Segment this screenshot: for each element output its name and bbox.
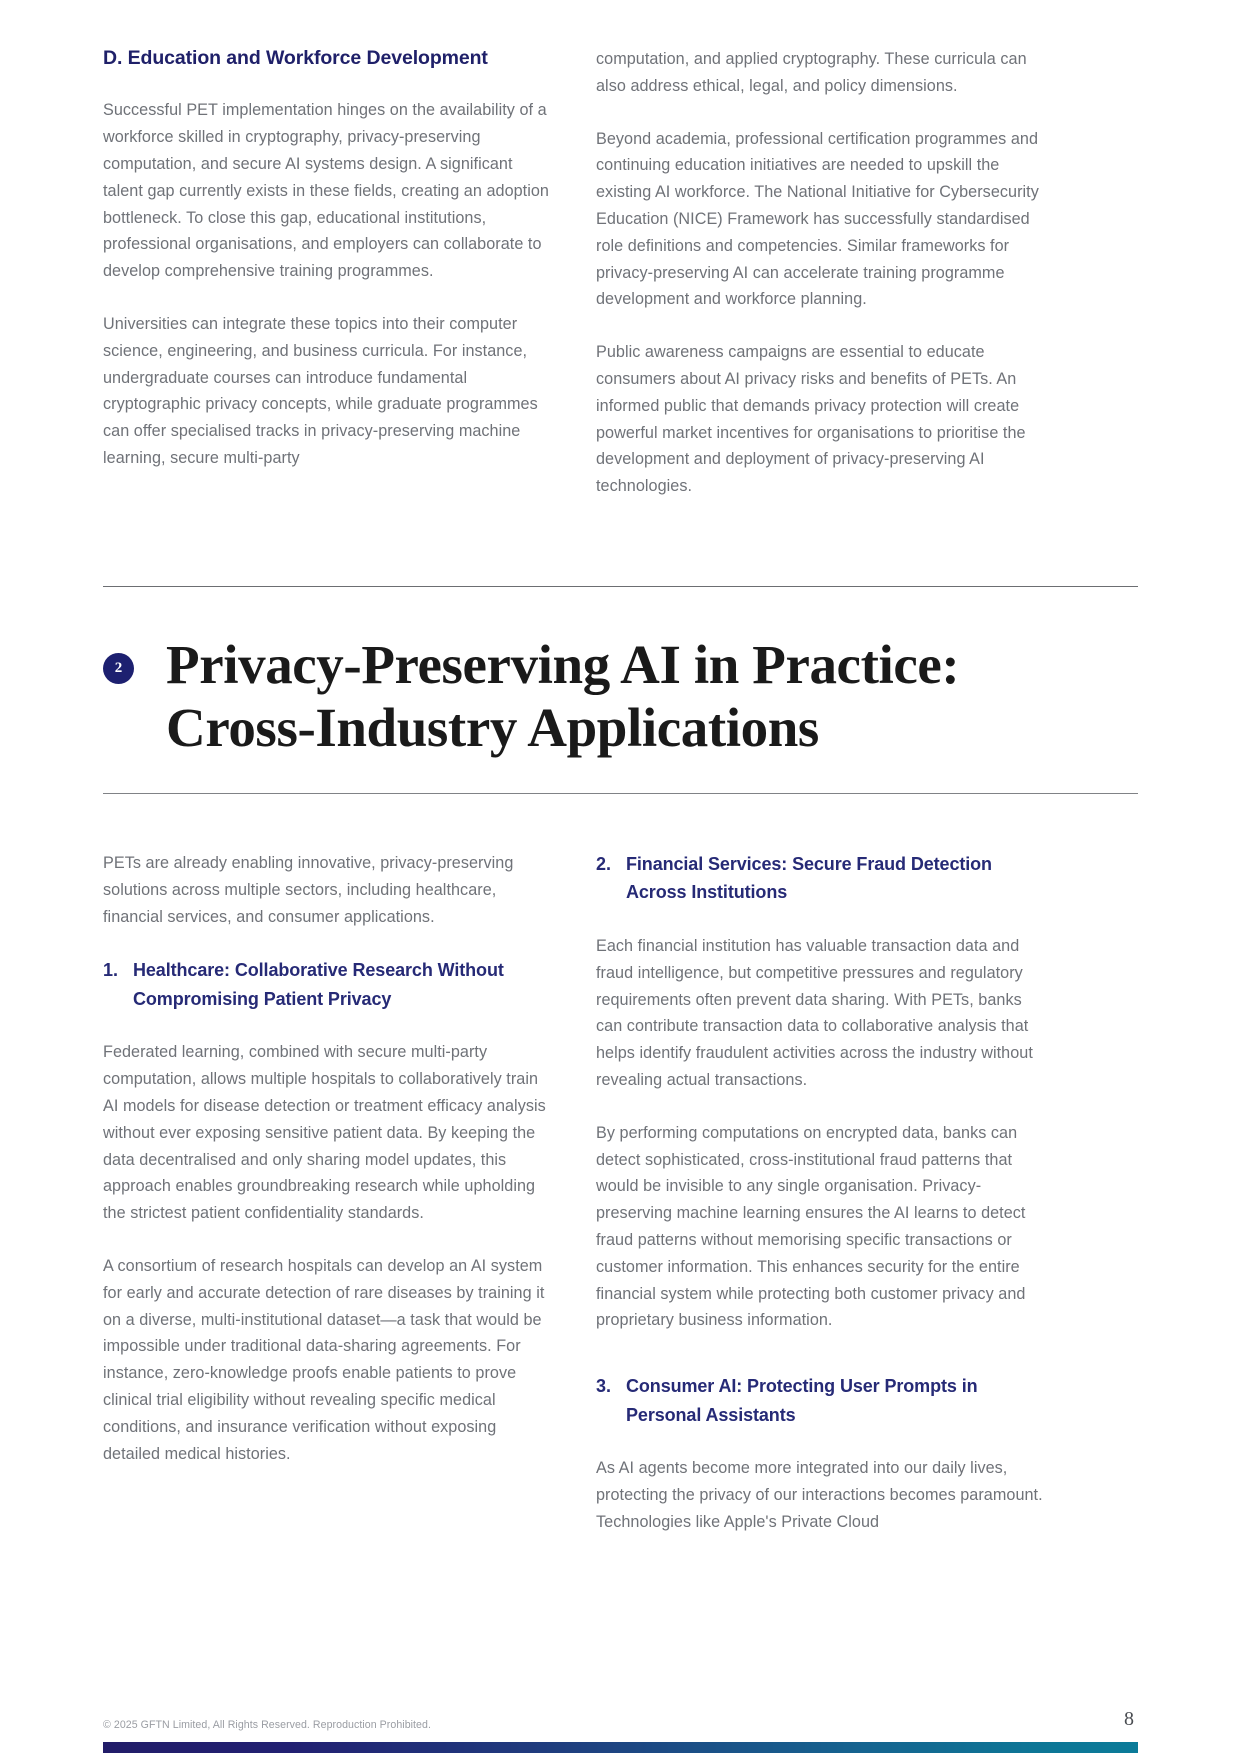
paragraph: computation, and applied cryptography. These curricula can also address ethical, legal, and policy dimensions. (596, 50, 1027, 95)
top-columns (103, 0, 1138, 500)
paragraph: As AI agents become more integrated into our daily lives, protecting the privacy of our interactions becomes paramount. Technologies like Apple's Private Cloud (596, 1459, 1043, 1531)
paragraph: A consortium of research hospitals can develop an AI system for early and accurate detection of rare diseases by training it on a diverse, multi-institutional dataset—a task that would be impossible under traditional data-sharing agreements. For instance, zero-knowledge proofs enable patients to prove clinical trial eligibility without revealing specific medical conditions, and insurance verification without exposing detailed medical histories. (103, 1256, 545, 1463)
section-columns (103, 794, 1138, 1536)
subsection-heading-education: D. Education and Workforce Development (103, 47, 488, 69)
paragraph: Each financial institution has valuable transaction data and fraud intelligence, but competitive pressures and regulatory requirements often prevent data sharing. With PETs, banks can contribute transaction data to collaborative analysis that helps identify fraudulent activities across the industry without revealing actual transactions. (596, 936, 1033, 1089)
section-title: Privacy-Preserving AI in Practice: Cross-Industry Applications (166, 633, 960, 758)
paragraph: Successful PET implementation hinges on the availability of a workforce skilled in cryptography, privacy-preserving computation, and secure AI systems design. A significant talent gap currently exists in these fields, creating an adoption bottleneck. To close this gap, educational institutions, professional organisations, and employers can collaborate to develop comprehensive training programmes. (103, 101, 549, 281)
subsection-number: 1. (103, 960, 119, 981)
paragraph: PETs are already enabling innovative, privacy-preserving solutions across multiple sectors, including healthcare, financial services, and consumer applications. (103, 853, 514, 926)
paragraph: By performing computations on encrypted data, banks can detect sophisticated, cross-institutional fraud patterns that would be invisible to any single organisation. Privacy-preserving machine learning ensures the AI learns to detect fraud patterns without memorising specific transactions or customer information. This enhances security for the entire financial system while protecting both customer privacy and proprietary business information. (596, 1123, 1026, 1330)
paragraph: Federated learning, combined with secure multi-party computation, allows multiple hospitals to collaboratively train AI models for disease detection or treatment efficacy analysis without ever exposing sensitive patient data. By keeping the data decentralised and only sharing model updates, this approach enables groundbreaking research while upholding the strictest patient confidentiality standards. (103, 1043, 546, 1223)
paragraph: Universities can integrate these topics into their computer science, engineering, and business curricula. For instance, undergraduate courses can introduce fundamental cryptographic privacy concepts, while graduate programmes can offer specialised tracks in privacy-preserving machine learning, secure multi-party (103, 314, 538, 467)
top-left-column (103, 46, 552, 472)
subsection-number: 3. (596, 1376, 612, 1397)
section-2-block (103, 586, 1138, 1536)
subsection-heading-financial-services (596, 850, 1045, 907)
subsection-title: Consumer AI: Protecting User Prompts in Personal Assistants (626, 1376, 978, 1425)
page-content (103, 0, 1138, 1536)
copyright-text: © 2025 GFTN Limited, All Rights Reserved. Reproduction Prohibited. (103, 1719, 431, 1731)
paragraph: Beyond academia, professional certification programmes and continuing education initiatives are needed to upskill the existing AI workforce. The National Initiative for Cybersecurity Education (NICE) Framework has successfully standardised role definitions and competencies. Similar frameworks for privacy-preserving AI can accelerate training programme development and workforce planning. (596, 129, 1039, 309)
subsection-number: 2. (596, 853, 612, 874)
section-number-badge: 2 (103, 653, 134, 684)
section-title-row (103, 587, 1138, 793)
section-right-column (596, 850, 1045, 1536)
subsection-heading-consumer-ai (596, 1372, 1045, 1429)
subsection-title: Financial Services: Secure Fraud Detection Across Institutions (626, 853, 992, 903)
paragraph: Public awareness campaigns are essential to educate consumers about AI privacy risks and benefits of PETs. An informed public that demands privacy protection will create powerful market incentives for organisations to prioritise the development and deployment of privacy-preserving AI technologies. (596, 343, 1026, 496)
page-footer (103, 1708, 1138, 1753)
footer-row (103, 1708, 1138, 1742)
section-left-column (103, 850, 552, 1467)
top-right-column (596, 46, 1045, 500)
footer-gradient-bar (103, 1742, 1138, 1753)
page-number: 8 (1124, 1708, 1134, 1730)
subsection-heading-healthcare (103, 956, 552, 1013)
subsection-title: Healthcare: Collaborative Research Without Compromising Patient Privacy (133, 960, 504, 1009)
